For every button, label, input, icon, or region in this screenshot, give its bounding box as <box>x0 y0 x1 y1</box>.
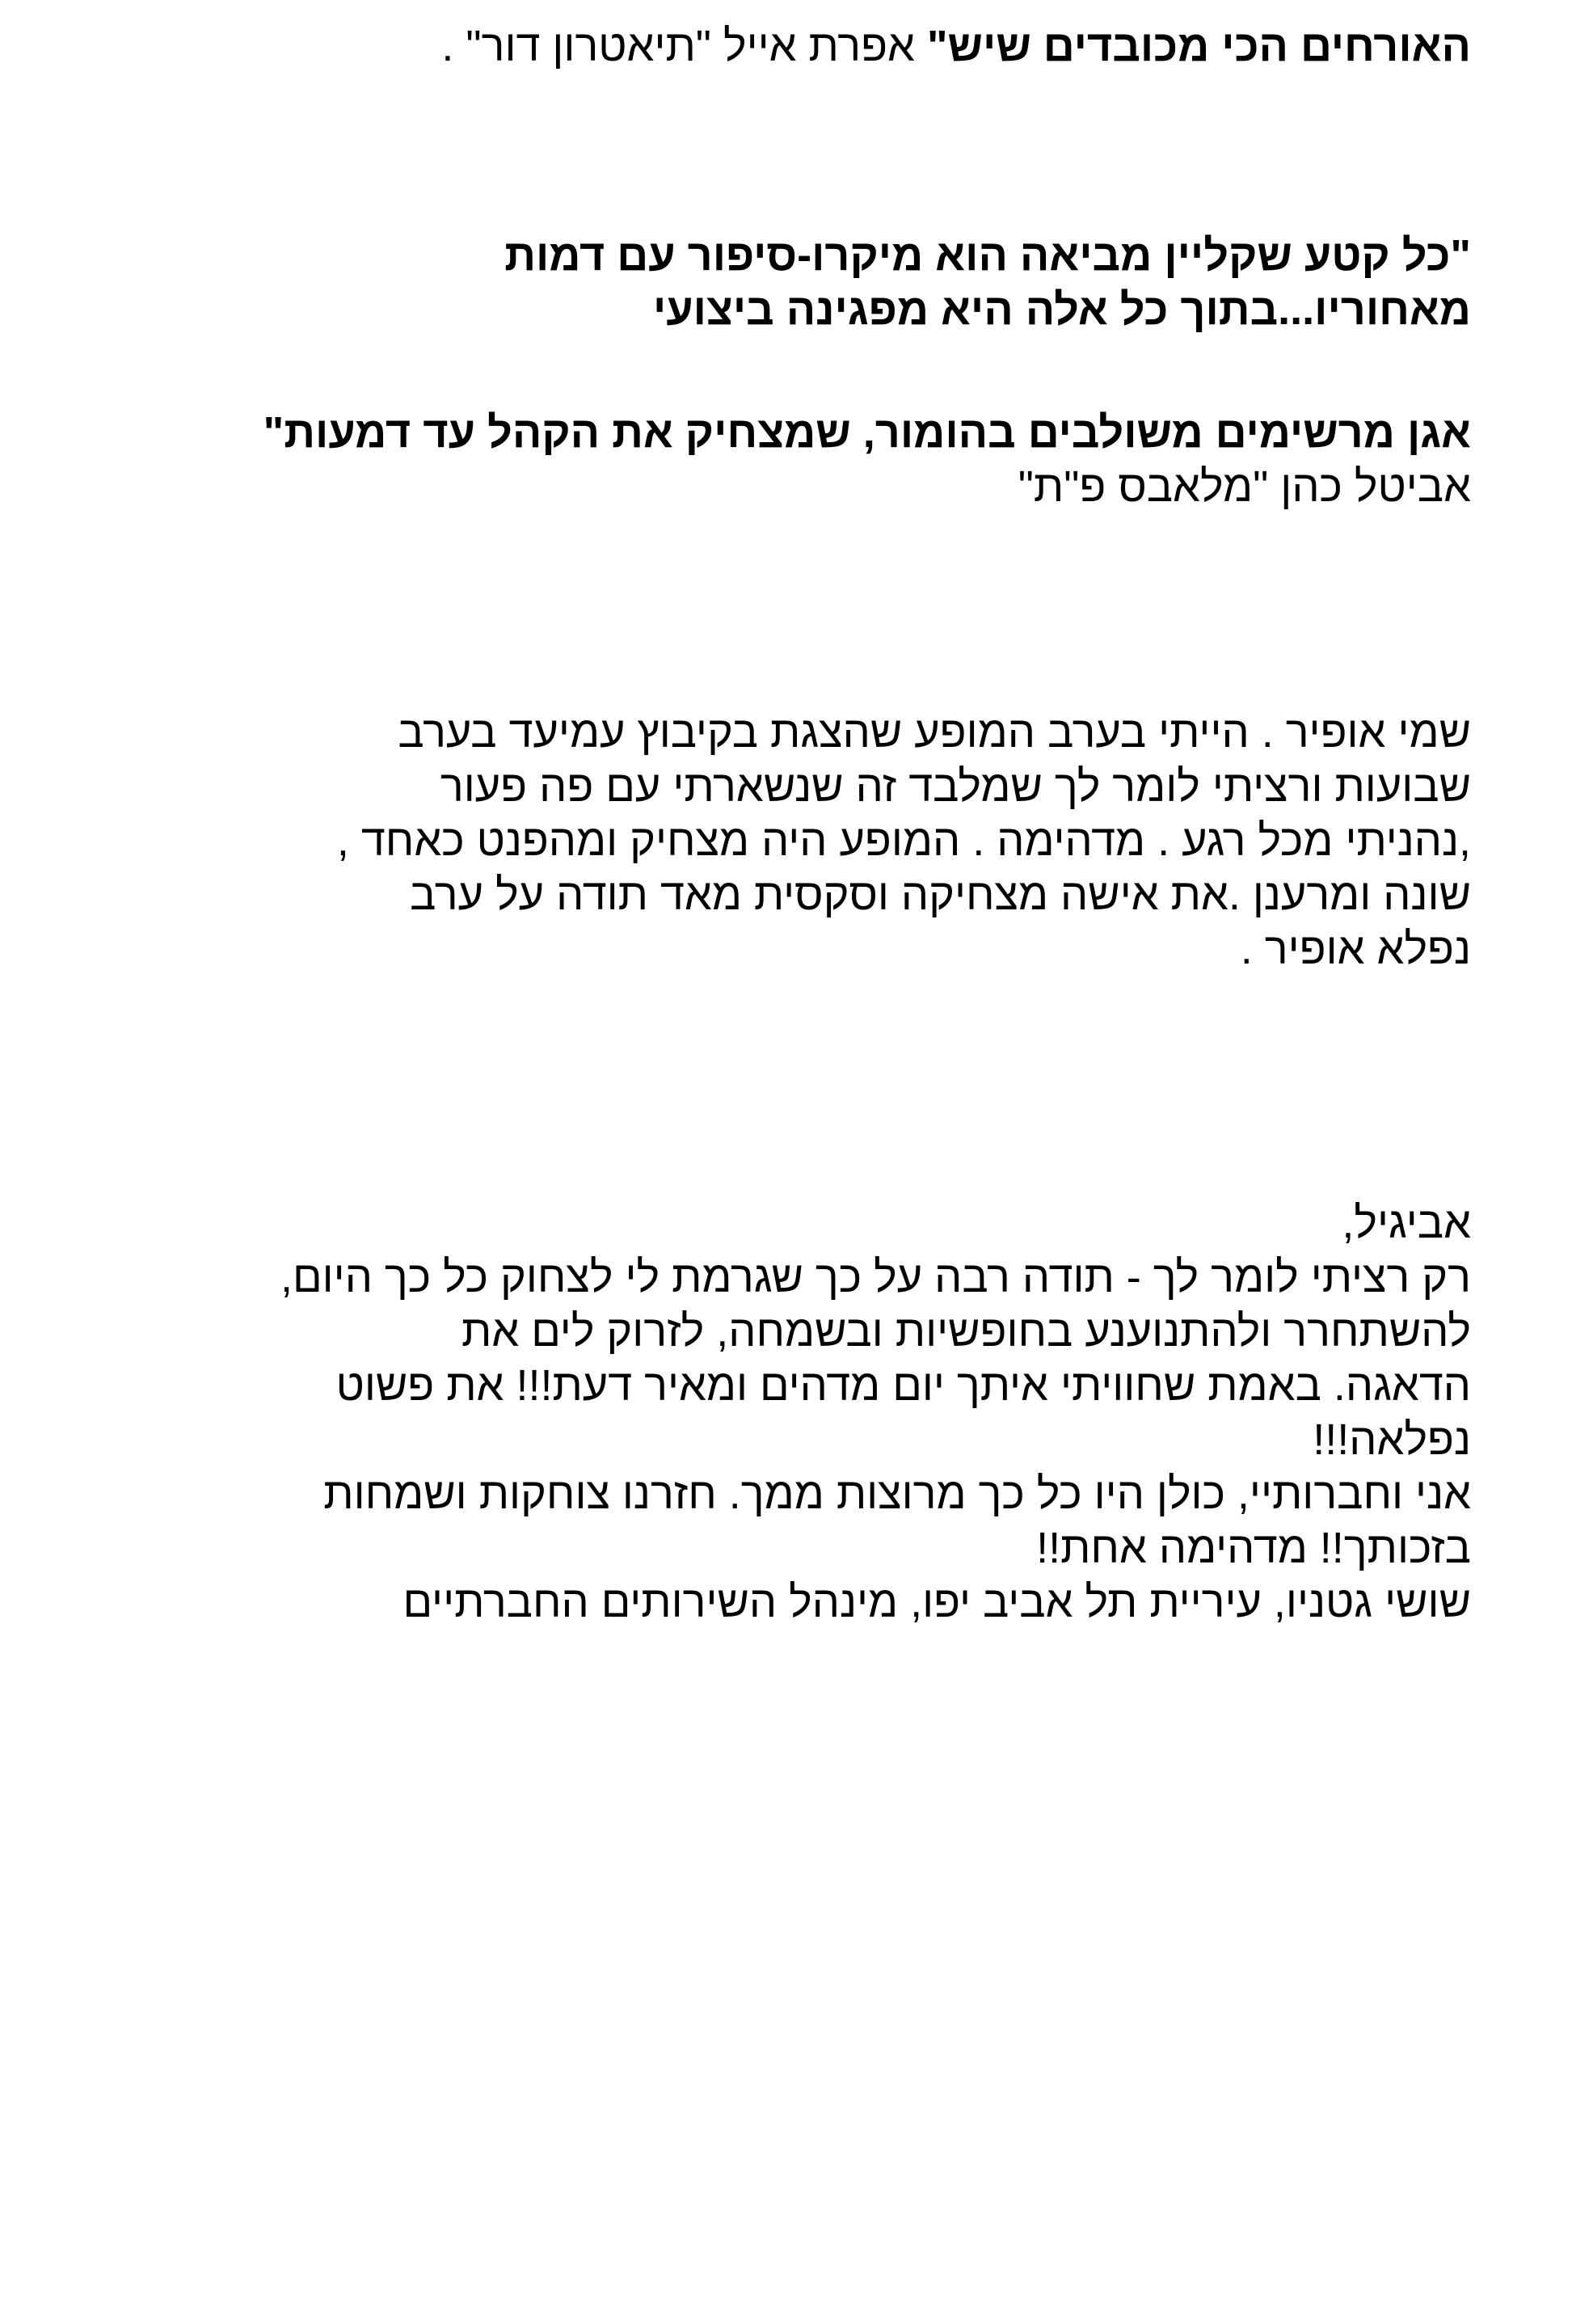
testimonial-2-line-2: מאחוריו...בתוך כל אלה היא מפגינה ביצועי <box>653 285 1471 334</box>
testimonial-1 <box>32 19 1471 74</box>
testimonial-3-line-1: אגן מרשימים משולבים בהומור, שמצחיק את הקהל עד דמעות" <box>263 408 1471 457</box>
testimonial-1-attribution: אפרת אייל "תיאטרון דור" . <box>441 22 927 70</box>
testimonial-5-line-3: להשתחרר ולהתנוענע בחופשיות ובשמחה, לזרוק לים את <box>461 1307 1471 1356</box>
testimonial-4-line-3: ,נהניתי מכל רגע . מדהימה . המופע היה מצחיק ומהפנט כאחד , <box>336 816 1471 865</box>
testimonial-4-line-1: שמי אופיר . הייתי בערב המופע שהצגת בקיבוץ עמיעד בערב <box>398 708 1471 757</box>
testimonial-2 <box>32 229 1471 337</box>
testimonial-5-line-5: נפלאה!!! <box>1313 1415 1471 1464</box>
testimonial-4-line-4: שונה ומרענן .את אישה מצחיקה וסקסית מאד תודה על ערב <box>410 871 1471 919</box>
testimonial-3 <box>32 406 1471 514</box>
testimonial-4-line-2: שבועות ורציתי לומר לך שמלבד זה שנשארתי עם פה פעור <box>440 762 1471 811</box>
testimonial-5-line-6: אני וחברותיי, כולן היו כל כך מרוצות ממך. חזרנו צוחקות ושמחות <box>323 1470 1471 1518</box>
testimonial-5 <box>32 1196 1471 1630</box>
testimonial-1-quote: האורחים הכי מכובדים שיש" <box>926 22 1471 70</box>
testimonial-5-line-7: בזכותך!! מדהימה אחת!! <box>1036 1524 1471 1572</box>
testimonial-4 <box>32 706 1471 976</box>
testimonial-5-attribution: שושי גטניו, עיריית תל אביב יפו, מינהל השירותים החברתיים <box>402 1578 1471 1626</box>
testimonial-5-line-1: אביגיל, <box>1342 1199 1471 1247</box>
testimonial-2-line-1: "כל קטע שקליין מביאה הוא מיקרו-סיפור עם דמות <box>504 231 1471 280</box>
testimonial-1-line <box>32 19 1471 74</box>
testimonial-5-line-4: הדאגה. באמת שחוויתי איתך יום מדהים ומאיר דעת!!! את פשוט <box>335 1361 1471 1410</box>
testimonial-3-attribution: אביטל כהן "מלאבס פ"ת" <box>1018 462 1471 511</box>
testimonial-4-line-5: נפלא אופיר . <box>1240 925 1471 973</box>
testimonial-5-line-2: רק רציתי לומר לך - תודה רבה על כך שגרמת לי לצחוק כל כך היום, <box>280 1253 1471 1301</box>
